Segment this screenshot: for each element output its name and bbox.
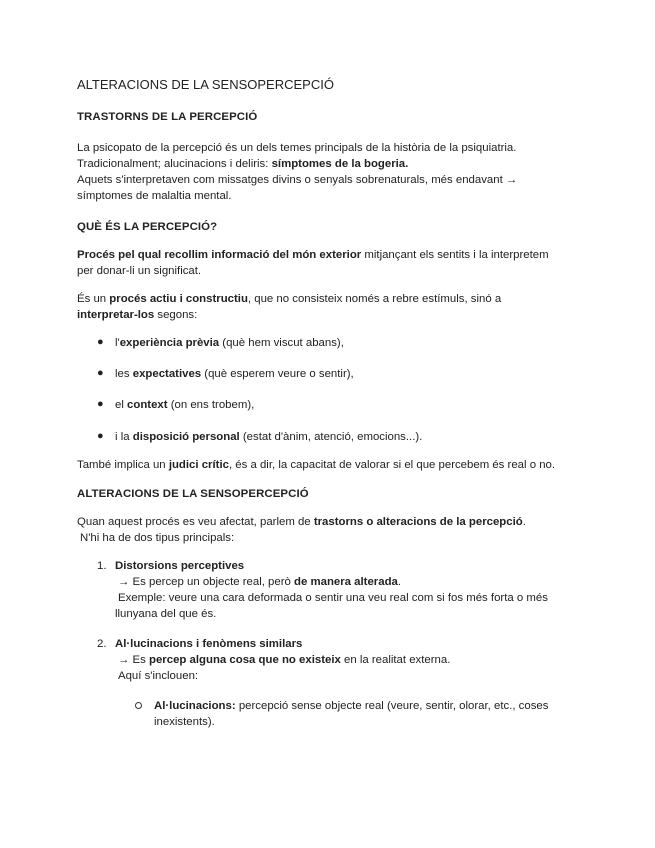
text-span: → Es [118,654,150,666]
paragraph-line [77,514,526,530]
paragraph-line [77,307,197,323]
paragraph-line: inexistents). [154,716,215,728]
section-heading-que-es: QUÈ ÉS LA PERCEPCIÓ? [77,221,218,233]
text-span: mitjançant els sentits i la interpretem [361,249,549,261]
circle-bullet-icon [135,702,142,709]
text-span: el [115,399,128,411]
text-span: També implica un [77,459,169,471]
list-item [154,698,548,714]
paragraph-line [118,574,401,590]
bold-span: Procés pel qual recollim informació del món exterior [77,249,362,261]
list-item [115,397,254,413]
bold-span: Distorsions perceptives [115,560,245,572]
bullet-icon: ● [97,336,104,348]
bold-span: Al·lucinacions: [154,700,236,712]
paragraph-line: La psicopato de la percepció és un dels temes principals de la història de la psiquiatria. [77,142,517,154]
text-span: les [115,368,133,380]
paragraph-line: Aquets s'interpretaven com missatges divins o senyals sobrenaturals, més endavant → [77,174,518,186]
text-span: , és a dir, la capacitat de valorar si el que percebem és real o no. [228,459,556,471]
bullet-icon: ● [97,430,104,442]
paragraph-line [77,291,501,307]
bullet-icon: ● [97,367,104,379]
list-item [115,429,422,445]
text-span: Quan aquest procés es veu afectat, parlem de [77,516,314,528]
paragraph-line [77,247,549,263]
bold-span: percep alguna cosa que no existeix [149,654,341,666]
list-item-title [115,636,302,652]
bold-span: procés actiu i constructiu [109,293,248,305]
section-heading-trastorns: TRASTORNS DE LA PERCEPCIÓ [77,111,258,123]
paragraph-line [77,457,555,473]
text-span: segons: [154,309,198,321]
text-span: . [397,576,402,588]
bold-span: trastorns o alteracions de la percepció [313,516,523,528]
section-heading-alteracions: ALTERACIONS DE LA SENSOPERCEPCIÓ [77,488,309,500]
text-span: , que no consisteix només a rebre estímuls, sinó a [247,293,502,305]
text-span: l' [115,337,120,349]
text-span: i la [115,431,133,443]
list-item [115,366,354,382]
text-span: Tradicionalment; alucinacions i deliris: [77,158,272,170]
bullet-icon: ● [97,398,104,410]
paragraph-line [118,652,450,668]
paragraph-line: llunyana del que és. [115,608,217,620]
paragraph-line: Exemple: veure una cara deformada o sentir una veu real com si fos més forta o més [118,592,548,604]
bold-span: judici crític [168,459,229,471]
bold-span: expectatives [132,368,202,380]
paragraph-line: per donar-li un significat. [77,265,202,277]
paragraph-line: Aquí s'inclouen: [118,670,199,682]
text-span: . [522,516,526,528]
list-number: 2. [97,638,107,650]
list-item-title [115,558,244,574]
bold-span: disposició personal [132,431,240,443]
paragraph-line: símptomes de malaltia mental. [77,190,232,202]
bold-span: experiència prèvia [119,337,220,349]
paragraph-line: N'hi ha de dos tipus principals: [80,532,235,544]
text-span: en la realitat externa. [340,654,451,666]
text-span: (estat d'ànim, atenció, emocions...). [239,431,423,443]
text-span: → Es percep un objecte real, però [118,576,295,588]
bold-span: símptomes de la bogeria. [271,158,409,170]
list-number: 1. [97,560,107,572]
page-title: ALTERACIONS DE LA SENSOPERCEPCIÓ [77,77,334,92]
bold-span: interpretar-los [77,309,155,321]
list-item [115,335,344,351]
bold-span: Al·lucinacions i fenòmens similars [115,638,303,650]
text-span: (què hem viscut abans), [219,337,344,349]
text-span: percepció sense objecte real (veure, sentir, olorar, etc., coses [235,700,549,712]
text-span: (on ens trobem), [167,399,255,411]
paragraph-line [77,156,408,172]
bold-span: context [127,399,168,411]
text-span: (què esperem veure o sentir), [201,368,354,380]
text-span: És un [77,293,110,305]
bold-span: de manera alterada [294,576,398,588]
